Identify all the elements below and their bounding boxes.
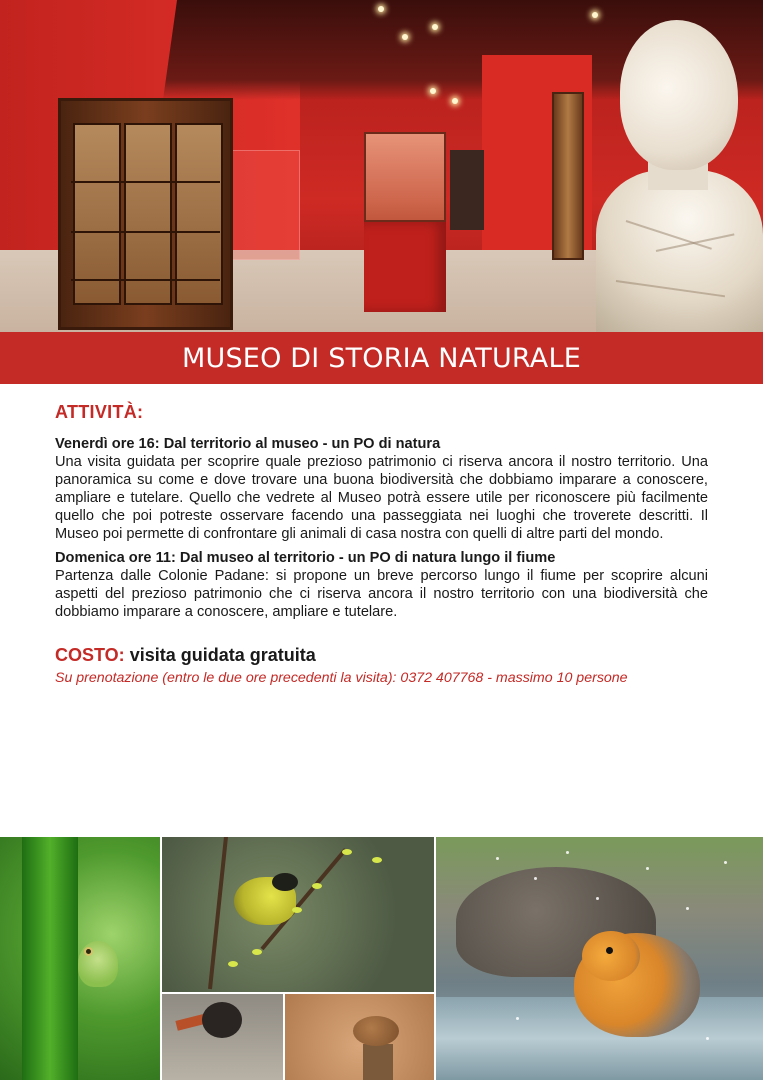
water-drop [686,907,689,910]
robin-eye [606,947,613,954]
cabinet-glass [175,123,223,305]
activity-title: Domenica ore 11: Dal museo al territorio - un PO di natura lungo il fiume [55,550,556,566]
doorway [450,150,484,230]
bust-head [620,20,738,170]
activities-heading: ATTIVITÀ: [55,402,144,422]
wooden-post [363,1044,393,1080]
activity-item [55,549,708,621]
siskin-photo [162,837,434,992]
cost-label: COSTO: [55,645,125,665]
ceiling-light [592,12,598,18]
wren-bird [353,1016,399,1046]
leaf [312,883,322,889]
water-drop [516,1017,519,1020]
cost-line [55,645,708,666]
ceiling-light [430,88,436,94]
leaf [252,949,262,955]
robin-photo [436,837,763,1080]
marble-bust [596,20,763,332]
water-drop [534,877,537,880]
activity-description: Partenza dalle Colonie Padane: si propone un breve percorso lungo il fiume per scoprire alcuni aspetti del prezioso patrimonio che ci riserva ancora il nostro territorio con una biodiversità che dobbiamo imparare a conoscere, ampliare e tutelare. [55,568,708,620]
vitrine-pedestal [364,222,446,312]
display-cabinet [58,98,233,330]
cabinet-glass [124,123,172,305]
frog-eye [84,947,93,956]
wooden-showcase [552,92,584,260]
activity-item [55,435,708,543]
glass-vitrine [364,132,446,222]
activity-description: Una visita guidata per scoprire quale prezioso patrimonio ci riserva ancora il nostro territorio. Una panoramica su come e dove trovare una buona biodiversità che dobbiamo imparare a conoscere, ampliare e tutelare. Quello che vedrete al Museo potrà essere utile per riconoscere più facilmente quello che poi potreste osservare facendo una passeggiata nei luoghi che troverete descritti. Il Museo poi permette di confrontare gli animali di casa nostra con quelli di altre parti del mondo. [55,454,708,542]
water-drop [646,867,649,870]
water-drop [596,897,599,900]
hero-museum-photo [0,0,763,332]
ceiling-light [432,24,438,30]
bird-cap [272,873,298,891]
ceiling-light [402,34,408,40]
cost-value: visita guidata gratuita [129,645,316,665]
wren-photo [285,994,434,1080]
leaf [228,961,238,967]
booking-info: Su prenotazione (entro le due ore precedenti la visita): 0372 407768 - massimo 10 persone [55,670,628,686]
water-drop [496,857,499,860]
cabinet-shelf [71,231,220,233]
activity-title: Venerdì ore 16: Dal territorio al museo - un PO di natura [55,436,441,452]
leaf [342,849,352,855]
reed-stem [22,837,78,1080]
wall-map [228,150,300,260]
nature-photo-strip [0,837,763,1080]
cabinet-shelf [71,181,220,183]
cabinet-shelf [71,279,220,281]
ceiling-light [452,98,458,104]
water-drop [706,1037,709,1040]
water-drop [724,861,727,864]
ceiling-light [378,6,384,12]
leaf [372,857,382,863]
redstart-photo [162,994,283,1080]
cabinet-glass [73,123,121,305]
water-drop [566,851,569,854]
redstart-bird [202,1002,242,1038]
leaf [292,907,302,913]
main-content [55,402,708,686]
title-banner [0,332,763,384]
bust-drapery [596,170,763,332]
branch [208,837,229,989]
page-title: MUSEO DI STORIA NATURALE [182,342,581,374]
frog-photo [0,837,160,1080]
robin-head [582,931,640,981]
